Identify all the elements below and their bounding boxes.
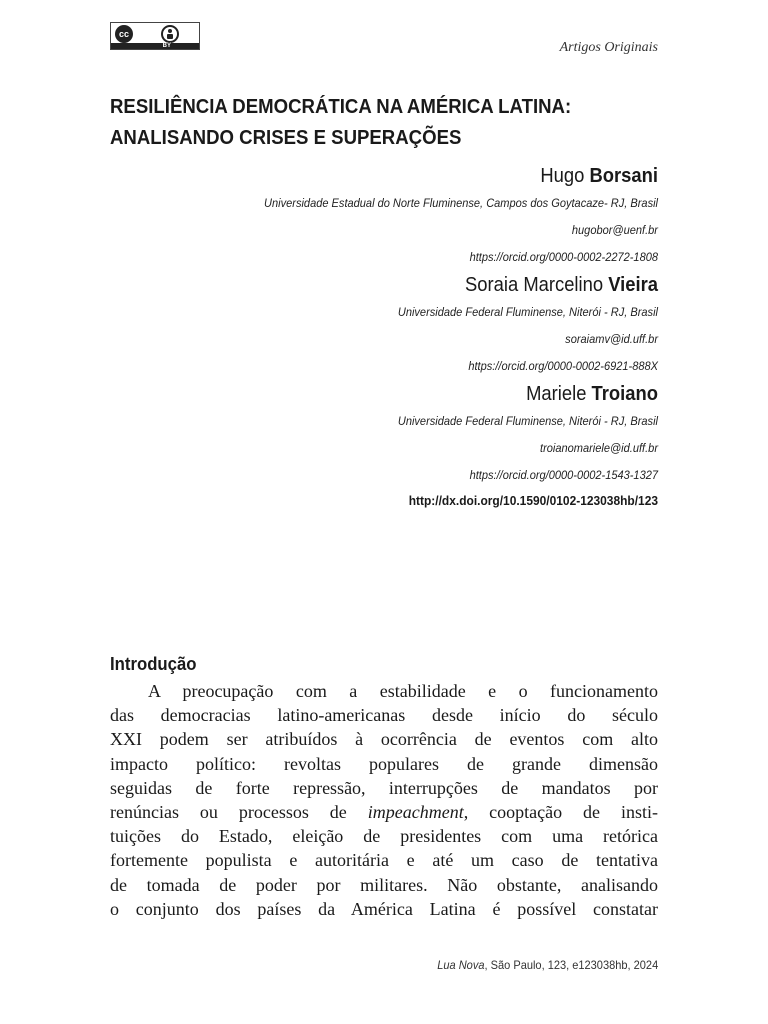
- author-orcid-link[interactable]: https://orcid.org/0000-0002-6921-888X: [468, 359, 658, 373]
- paragraph-line: tuições do Estado, eleição de presidentes com uma retórica: [110, 826, 658, 847]
- page-footer-citation: Lua Nova, São Paulo, 123, e123038hb, 2024: [436, 958, 658, 972]
- intro-heading: Introdução: [110, 654, 197, 674]
- author-1: [98, 162, 658, 271]
- impeachment-emphasis: impeachment: [367, 802, 464, 823]
- by-label: BY: [162, 43, 171, 49]
- author-name: Soraia Marcelino Vieira: [465, 274, 658, 296]
- paragraph-line: A preocupação com a estabilidade e o funcionamento: [148, 681, 658, 701]
- cc-by-license-badge: [110, 22, 200, 50]
- paragraph-line: fortemente populista e autoritária e até um caso de tentativa: [110, 850, 658, 871]
- paragraph-line: XXI podem ser atribuídos à ocorrência de eventos com alto: [110, 729, 658, 750]
- author-3: [98, 380, 658, 489]
- intro-paragraph: [110, 679, 658, 921]
- paragraph-line: renúncias ou processos de impeachment, cooptação de insti-: [110, 802, 658, 823]
- title-line-2: ANALISANDO CRISES E SUPERAÇÕES: [110, 127, 462, 149]
- article-title: [110, 92, 631, 154]
- author-2: [98, 271, 658, 380]
- paragraph-line: impacto político: revoltas populares de grande dimensão: [110, 753, 658, 774]
- paragraph-line: de tomada de poder por militares. Não obstante, analisando: [110, 874, 658, 895]
- author-name: Hugo Borsani: [540, 165, 658, 187]
- paragraph-line: o conjunto dos países da América Latina é possível constatar: [110, 898, 658, 919]
- author-email-link[interactable]: troianomariele@id.uff.br: [540, 441, 658, 455]
- attribution-person-icon: [161, 25, 179, 43]
- title-line-1: RESILIÊNCIA DEMOCRÁTICA NA AMÉRICA LATINA:: [110, 96, 572, 118]
- journal-name: Lua Nova: [436, 958, 485, 972]
- author-list: [98, 162, 658, 513]
- author-orcid-link[interactable]: https://orcid.org/0000-0002-1543-1327: [469, 468, 658, 482]
- author-email-link[interactable]: hugobor@uenf.br: [571, 223, 658, 237]
- doi-link[interactable]: http://dx.doi.org/10.1590/0102-123038hb/123: [408, 493, 658, 508]
- author-affiliation: Universidade Estadual do Norte Fluminense, Campos dos Goytacaze- RJ, Brasil: [264, 196, 658, 210]
- author-affiliation: Universidade Federal Fluminense, Niterói - RJ, Brasil: [397, 305, 658, 319]
- author-email-link[interactable]: soraiamv@id.uff.br: [565, 332, 658, 346]
- paragraph-line: das democracias latino-americanas desde início do século: [110, 705, 658, 726]
- author-orcid-link[interactable]: https://orcid.org/0000-0002-2272-1808: [469, 250, 658, 264]
- author-affiliation: Universidade Federal Fluminense, Niterói - RJ, Brasil: [397, 414, 658, 428]
- paragraph-line: seguidas de forte repressão, interrupções de mandatos por: [110, 777, 658, 798]
- cc-icon: cc: [115, 25, 133, 43]
- author-name: Mariele Troiano: [526, 383, 658, 405]
- section-label: Artigos Originais: [559, 40, 658, 55]
